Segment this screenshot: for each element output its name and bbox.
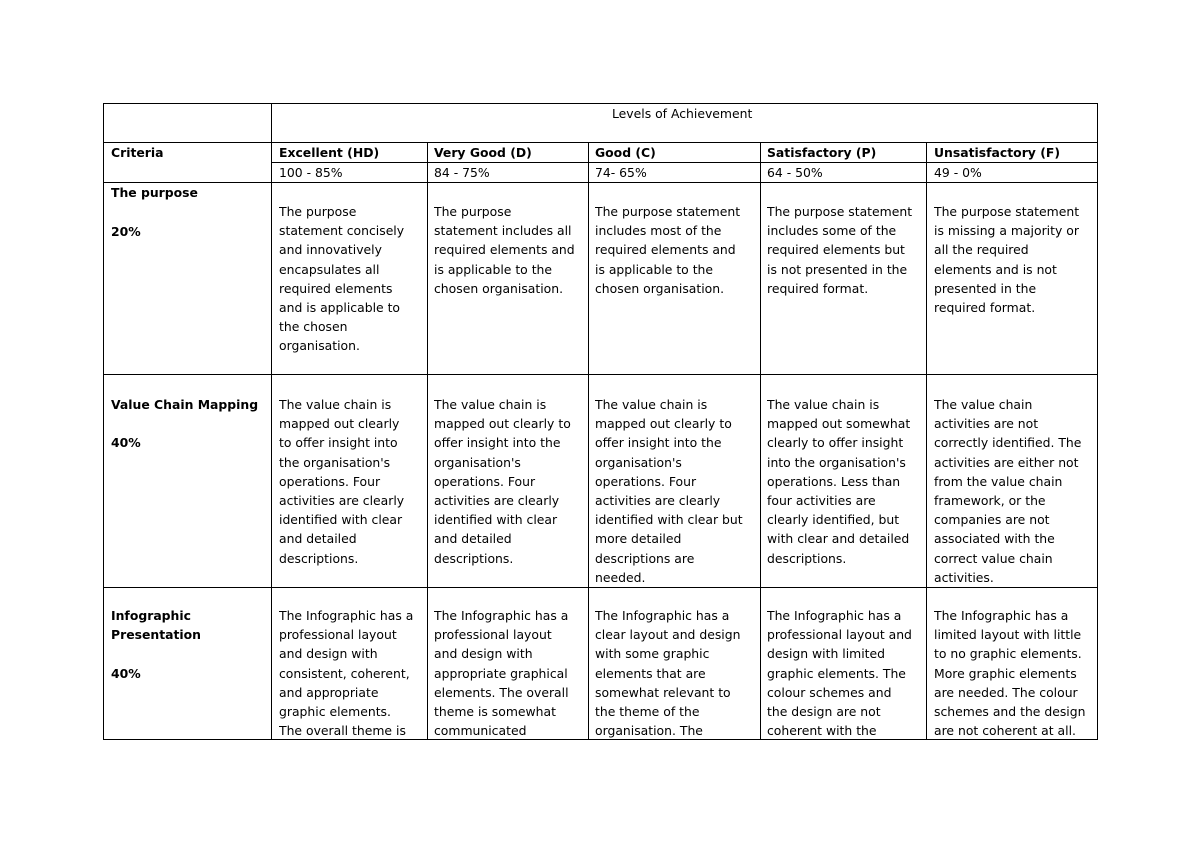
- criterion-weight: 20%: [111, 224, 141, 239]
- grid-line: [926, 142, 927, 740]
- descriptor-cell: The purpose statement concisely and innovatively encapsulates all required elements and is applicable to the chosen organisation.: [279, 204, 405, 354]
- descriptor-cell: The Infographic has a limited layout with little to no graphic elements. More graphic elements are needed. The colour schemes and the design are not coherent at all.: [934, 608, 1086, 739]
- grid-line: [103, 587, 1098, 588]
- level-name: Unsatisfactory (F): [934, 145, 1060, 160]
- descriptor-cell: The Infographic has a professional layout and design with limited graphic elements. The colour schemes and the design are not coherent with the: [767, 608, 912, 739]
- level-range: 74- 65%: [595, 165, 647, 180]
- level-name: Satisfactory (P): [767, 145, 877, 160]
- descriptor-cell: The value chain is mapped out clearly to offer insight into the organisation's operations. Four activities are clearly identified with clear and detailed descriptions.: [434, 397, 571, 566]
- level-name: Very Good (D): [434, 145, 532, 160]
- grid-line: [271, 103, 272, 740]
- descriptor-cell: The Infographic has a professional layout and design with consistent, coherent, and appropriate graphic elements. The overall theme is: [279, 608, 414, 739]
- criterion-name: The purpose: [111, 185, 198, 200]
- descriptor-cell: The purpose statement includes some of the required elements but is not presented in the required format.: [767, 204, 913, 296]
- criterion-weight: 40%: [111, 435, 141, 450]
- criterion-name: Presentation: [111, 627, 201, 642]
- level-range: 64 - 50%: [767, 165, 823, 180]
- grid-line: [760, 142, 761, 740]
- grid-line: [427, 142, 428, 740]
- descriptor-cell: The Infographic has a clear layout and design with some graphic elements that are somewhat relevant to the theme of the organisation. The: [595, 608, 741, 739]
- criterion-weight: 40%: [111, 666, 141, 681]
- grid-line: [588, 142, 589, 740]
- grid-line: [103, 374, 1098, 375]
- criterion-name: Infographic: [111, 608, 191, 623]
- criterion-name: Value Chain Mapping: [111, 397, 259, 412]
- level-name: Good (C): [595, 145, 656, 160]
- levels-of-achievement-title: Levels of Achievement: [612, 106, 753, 121]
- descriptor-cell: The Infographic has a professional layout and design with appropriate graphical elements. The overall theme is somewhat communicated: [434, 608, 569, 739]
- descriptor-cell: The value chain activities are not correctly identified. The activities are either not from the value chain framework, or the companies are not associated with the correct value chain activities.: [934, 397, 1082, 585]
- level-name: Excellent (HD): [279, 145, 380, 160]
- descriptor-cell: The value chain is mapped out clearly to offer insight into the organisation's operations. Four activities are clearly identified with clear and detailed descriptions.: [279, 397, 405, 566]
- descriptor-cell: The purpose statement includes most of the required elements and is applicable to the chosen organisation.: [595, 204, 741, 296]
- criteria-label: Criteria: [111, 145, 164, 160]
- level-range: 49 - 0%: [934, 165, 982, 180]
- level-range: 84 - 75%: [434, 165, 490, 180]
- level-range: 100 - 85%: [279, 165, 343, 180]
- descriptor-cell: The purpose statement includes all required elements and is applicable to the chosen organisation.: [434, 204, 575, 296]
- descriptor-cell: The value chain is mapped out somewhat clearly to offer insight into the organisation's operations. Less than four activities are clearly identified, but with clear and detailed descriptions.: [767, 397, 911, 566]
- descriptor-cell: The value chain is mapped out clearly to offer insight into the organisation's operations. Four activities are clearly identified with clear but more detailed descriptions are needed.: [595, 397, 743, 585]
- descriptor-cell: The purpose statement is missing a majority or all the required elements and is not presented in the required format.: [934, 204, 1080, 316]
